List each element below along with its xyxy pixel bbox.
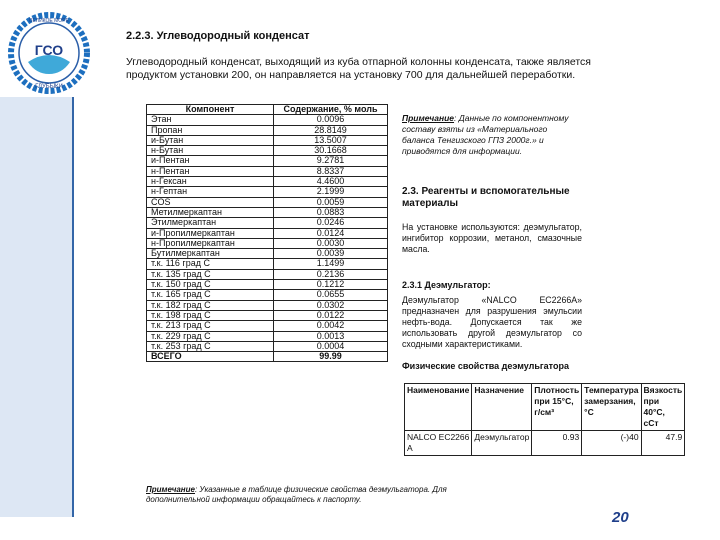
composition-component: н-Гептан — [147, 187, 274, 197]
table-row — [147, 218, 388, 228]
composition-component: Этилмеркаптан — [147, 218, 274, 228]
composition-component: н-Гексан — [147, 177, 274, 187]
logo-bottom-text: ГЛУБЫКИ — [35, 84, 63, 90]
table-row — [147, 156, 388, 166]
table-row — [147, 300, 388, 310]
table-row — [147, 187, 388, 197]
composition-component: т.к. 165 град С — [147, 290, 274, 300]
composition-value: 0.0042 — [274, 321, 388, 331]
section-2-3-text: На установке используются: деэмульгатор, ингибитор коррозии, метанол, смазочные масла. — [402, 222, 582, 254]
table-row — [147, 115, 388, 125]
composition-value: 0.0655 — [274, 290, 388, 300]
composition-component: т.к. 135 град С — [147, 269, 274, 279]
table-row — [147, 280, 388, 290]
composition-component: т.к. 150 град С — [147, 280, 274, 290]
composition-component: т.к. 198 град С — [147, 310, 274, 320]
properties-table — [404, 383, 685, 456]
props-header-density: Плотность при 15°С, г/см³ — [532, 384, 582, 431]
props-header-viscosity: Вязкость при 40°С, сСт — [641, 384, 685, 431]
composition-value: 0.0030 — [274, 238, 388, 248]
composition-component: н-Бутан — [147, 146, 274, 156]
sidebar-band — [0, 97, 72, 517]
composition-value: 0.2136 — [274, 269, 388, 279]
table-row — [147, 177, 388, 187]
table-row — [147, 207, 388, 217]
composition-value: 0.0122 — [274, 310, 388, 320]
composition-note — [402, 113, 582, 157]
table-row — [147, 249, 388, 259]
props-cell: 47.9 — [641, 431, 685, 456]
section-2-3-1-heading: 2.3.1 Деэмульгатор: — [402, 280, 491, 290]
properties-heading: Физические свойства деэмульгатора — [402, 361, 569, 371]
composition-value: 8.8337 — [274, 166, 388, 176]
table-row — [147, 197, 388, 207]
composition-component: Метилмеркаптан — [147, 207, 274, 217]
composition-value: 1.1499 — [274, 259, 388, 269]
composition-value: 0.0302 — [274, 300, 388, 310]
composition-value: 0.0246 — [274, 218, 388, 228]
table-row — [147, 135, 388, 145]
logo-arc-text: ВЕЛИКОЕ МОРЕ — [29, 18, 69, 24]
props-cell: 0.93 — [532, 431, 582, 456]
total-value: 99.99 — [274, 352, 388, 362]
composition-value: 2.1999 — [274, 187, 388, 197]
table-row — [147, 228, 388, 238]
composition-component: н-Пентан — [147, 166, 274, 176]
composition-component: т.к. 253 град С — [147, 341, 274, 351]
table-row — [405, 431, 685, 456]
composition-value: 30.1668 — [274, 146, 388, 156]
table-row — [147, 269, 388, 279]
table-row — [147, 238, 388, 248]
props-cell: (-)40 — [582, 431, 641, 456]
note-label: Примечание — [402, 113, 455, 123]
table-row — [147, 290, 388, 300]
composition-value: 0.0096 — [274, 115, 388, 125]
page-number: 20 — [612, 509, 629, 526]
composition-value: 9.2781 — [274, 156, 388, 166]
table-row — [147, 259, 388, 269]
composition-component: и-Пропилмеркаптан — [147, 228, 274, 238]
composition-component: т.к. 229 град С — [147, 331, 274, 341]
bottom-note-text: : Указанные в таблице физические свойства деэмульгатора. Для дополнительной информации обращайтесь к паспорту. — [146, 485, 447, 504]
bottom-note — [146, 485, 476, 505]
composition-value: 0.0124 — [274, 228, 388, 238]
composition-value: 0.0883 — [274, 207, 388, 217]
sidebar-divider — [72, 97, 74, 517]
composition-value: 13.5007 — [274, 135, 388, 145]
composition-value: 0.0004 — [274, 341, 388, 351]
composition-value: 0.1212 — [274, 280, 388, 290]
composition-header-content: Содержание, % моль — [274, 105, 388, 115]
composition-component: т.к. 116 град С — [147, 259, 274, 269]
props-header-purpose: Назначение — [472, 384, 532, 431]
props-header-name: Наименование — [405, 384, 472, 431]
composition-value: 0.0013 — [274, 331, 388, 341]
composition-value: 0.0039 — [274, 249, 388, 259]
composition-component: и-Пентан — [147, 156, 274, 166]
table-row — [147, 310, 388, 320]
section-title: 2.2.3. Углеводородный конденсат — [126, 30, 310, 42]
composition-component: Бутилмеркаптан — [147, 249, 274, 259]
table-row — [147, 321, 388, 331]
note-text: : Данные по компонентному составу взяты из «Материального баланса Тенгизского ГПЗ 2000г.» и приводятся для информации. — [402, 113, 569, 156]
total-row — [147, 352, 388, 362]
props-header-freezing: Температура замерзания, °С — [582, 384, 641, 431]
logo-text: ГСО — [34, 42, 64, 58]
composition-value: 0.0059 — [274, 197, 388, 207]
composition-component: н-Пропилмеркаптан — [147, 238, 274, 248]
composition-table — [146, 104, 388, 362]
table-row — [147, 331, 388, 341]
table-row — [147, 146, 388, 156]
composition-component: т.к. 213 град С — [147, 321, 274, 331]
section-2-3-1-text: Деэмульгатор «NALCO EC2266A» предназначен для разрушения эмульсии нефть-вода. Допускается так же использовать другой деэмульгатор со сходными характеристиками. — [402, 295, 582, 349]
composition-component: Этан — [147, 115, 274, 125]
composition-component: т.к. 182 град С — [147, 300, 274, 310]
company-logo-icon — [6, 10, 92, 96]
section-2-3-heading: 2.3. Реагенты и вспомогательные материалы — [402, 186, 570, 209]
table-row — [147, 166, 388, 176]
bottom-note-label: Примечание — [146, 485, 195, 494]
composition-value: 28.8149 — [274, 125, 388, 135]
table-row — [147, 125, 388, 135]
total-label: ВСЕГО — [147, 352, 274, 362]
props-cell: NALCO EC2266 A — [405, 431, 472, 456]
intro-paragraph: Углеводородный конденсат, выходящий из куба отпарной колонны конденсата, также является продуктом установки 200, он направляется на установку 700 для дальнейшей переработки. — [126, 56, 591, 81]
props-cell: Деэмульгатор — [472, 431, 532, 456]
table-row — [147, 341, 388, 351]
composition-header-component: Компонент — [147, 105, 274, 115]
composition-component: COS — [147, 197, 274, 207]
composition-component: и-Бутан — [147, 135, 274, 145]
composition-component: Пропан — [147, 125, 274, 135]
composition-value: 4.4600 — [274, 177, 388, 187]
